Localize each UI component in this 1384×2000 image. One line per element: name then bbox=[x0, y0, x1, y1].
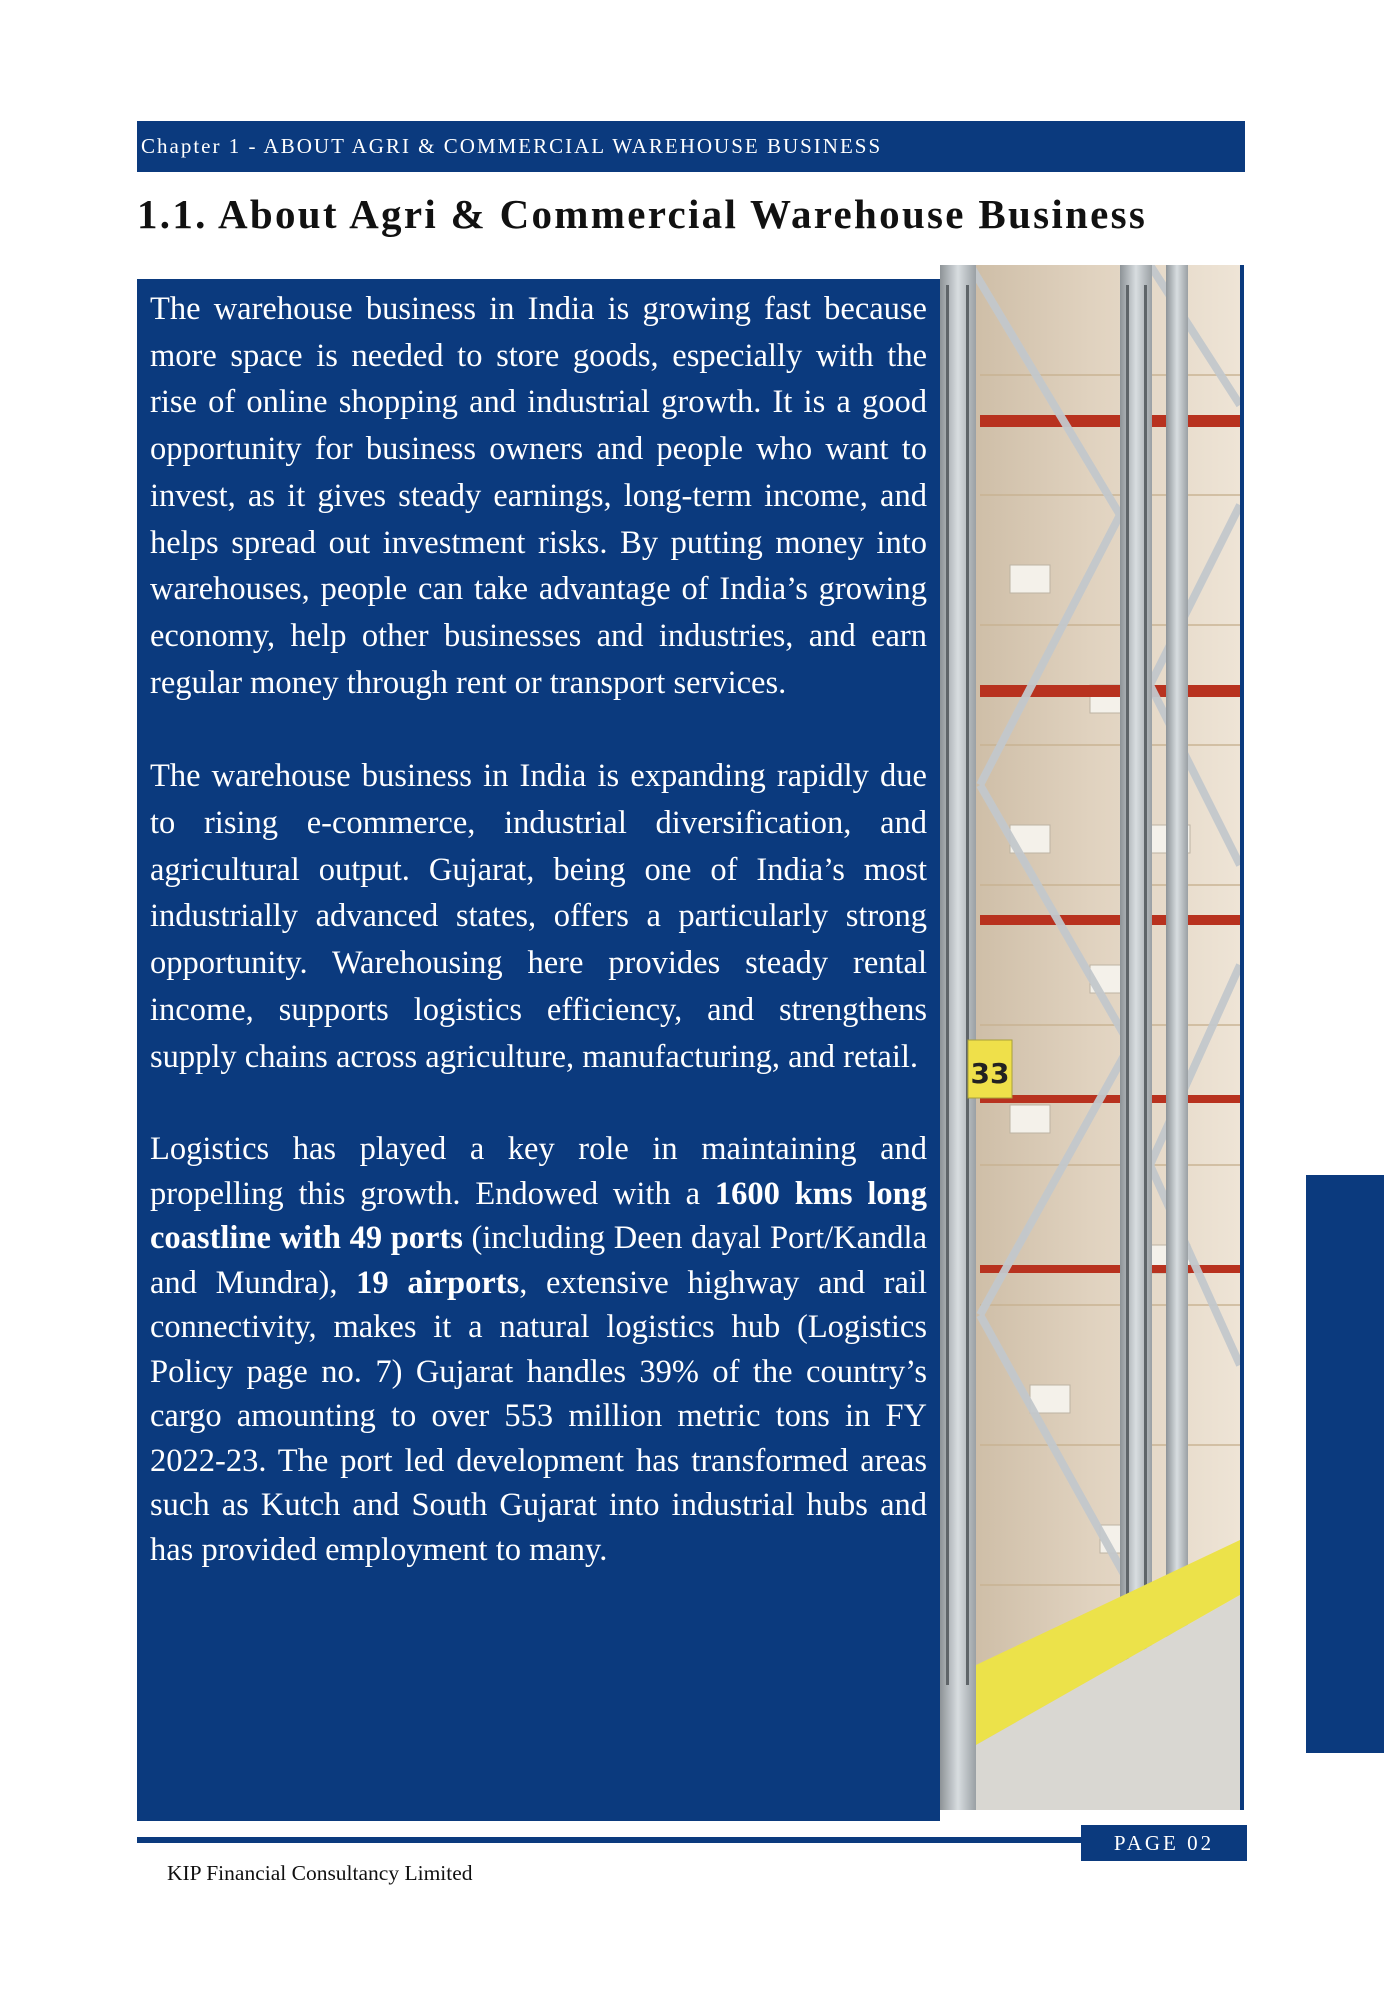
body-text-panel bbox=[137, 279, 940, 1821]
coastline-highlight: 1600 kms long coastline with 49 ports bbox=[150, 1175, 927, 1257]
airports-highlight: 19 airports bbox=[356, 1264, 520, 1301]
chapter-header-bar bbox=[137, 121, 1245, 172]
paragraph-gujarat-opportunity: The warehouse business in India is expanding rapidly due to rising e-commerce, industrial diversification, and agricultural output. Gujarat, being one of India’s most industrially advanced states, offers a particularly strong opportunity. Warehousing here provides steady rental income, supports logistics efficiency, and strengthens supply chains across agriculture, manufacturing, and retail. bbox=[150, 758, 927, 1075]
page-number-badge: PAGE 02 bbox=[1081, 1825, 1247, 1861]
logistics-text-2: (including Deen dayal Port/Kandla and Mundra), bbox=[150, 1220, 928, 1301]
paragraph-logistics bbox=[150, 1127, 927, 1572]
company-name: KIP Financial Consultancy Limited bbox=[167, 1861, 473, 1885]
side-tab-decoration bbox=[1306, 1175, 1384, 1753]
logistics-text-3: , extensive highway and rail connectivity, makes it a natural logistics hub (Logistics Policy page no. 7) Gujarat handles 39% of the country’s cargo amounting to over 553 million metric tons in FY 2022-23. The port led development has transformed areas such as Kutch and South Gujarat into industrial hubs and has provided employment to many. bbox=[150, 1264, 927, 1568]
footer-rule bbox=[137, 1837, 1081, 1843]
paragraph-warehouse-growth: The warehouse business in India is growing fast because more space is needed to store goods, especially with the rise of online shopping and industrial growth. It is a good opportunity for business owners and people who want to invest, as it gives steady earnings, long-term income, and helps spread out investment risks. By putting money into warehouses, people can take advantage of India’s growing economy, help other businesses and industries, and earn regular money through rent or transport services. bbox=[150, 291, 927, 701]
warehouse-rack-photo bbox=[940, 265, 1244, 1810]
rack-number-sign: 33 bbox=[970, 1057, 1010, 1090]
chapter-label: Chapter 1 - ABOUT AGRI & COMMERCIAL WAREHOUSE BUSINESS bbox=[141, 134, 883, 158]
logistics-text-1: Logistics has played a key role in maintaining and propelling this growth. Endowed with a bbox=[150, 1131, 927, 1212]
section-title: 1.1. About Agri & Commercial Warehouse Business bbox=[137, 191, 1148, 237]
